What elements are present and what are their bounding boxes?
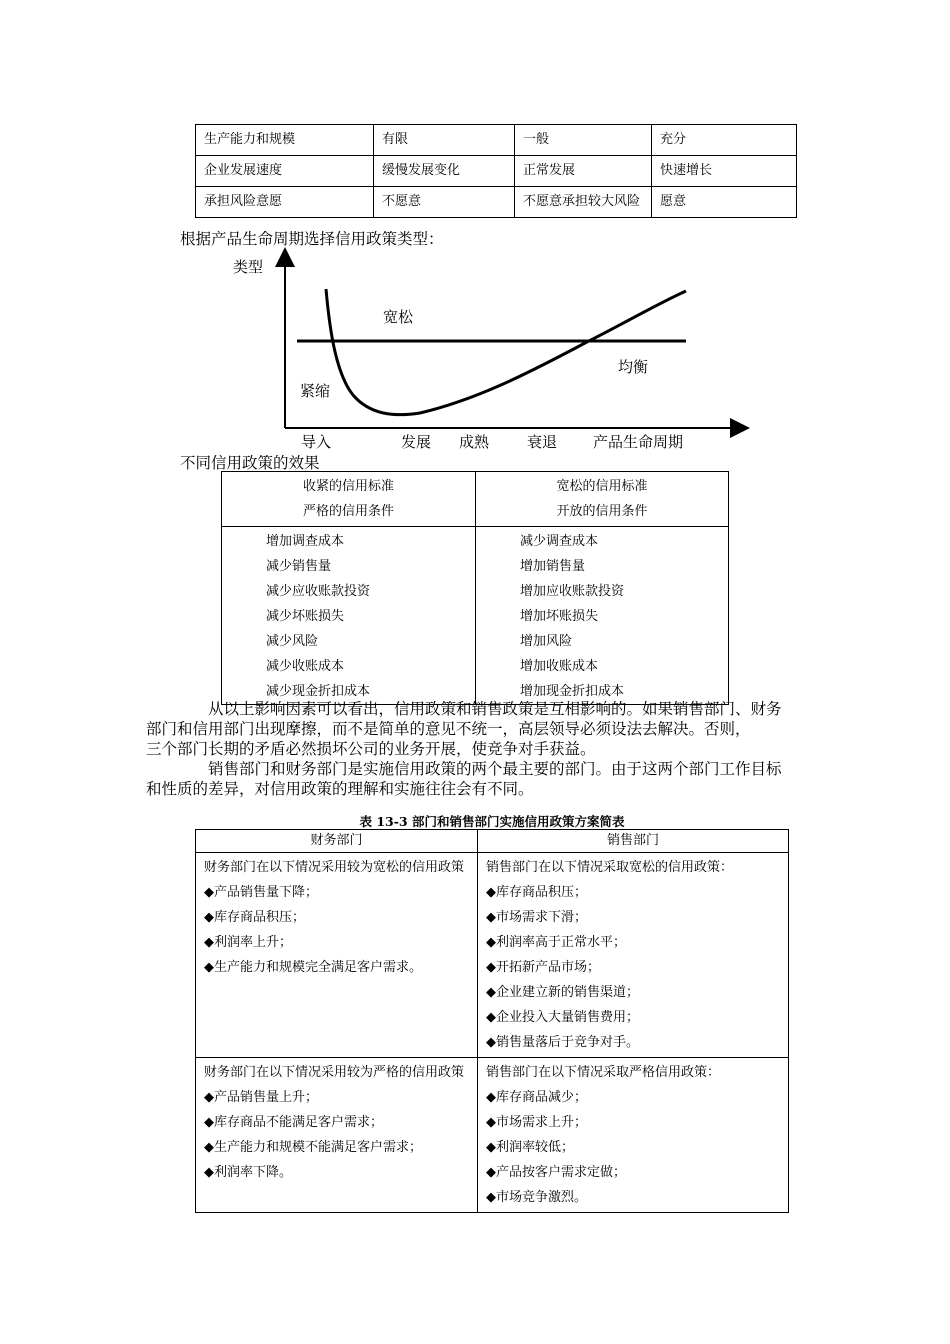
list-item: ◆企业投入大量销售费用； xyxy=(486,1010,639,1025)
table-header-row xyxy=(222,472,729,527)
list-item: ◆利润率上升； xyxy=(204,935,292,950)
list-item: 减少应收账款投资 xyxy=(266,584,371,599)
list-item: ◆库存商品积压； xyxy=(204,910,305,925)
list-item: ◆市场需求上升； xyxy=(486,1115,587,1130)
list-item: ◆销售量落后于竞争对手。 xyxy=(486,1035,639,1050)
list-item: ◆利润率较低； xyxy=(486,1140,574,1155)
table-row xyxy=(196,187,797,218)
list-item: 减少销售量 xyxy=(266,559,332,574)
list-item: 增加销售量 xyxy=(520,559,586,574)
header-cell xyxy=(222,472,476,527)
annotation-loose: 宽松 xyxy=(383,308,414,326)
table-cell: 充分 xyxy=(652,125,797,156)
table-cell: 不愿意 xyxy=(374,187,515,218)
table-row xyxy=(196,125,797,156)
series-curve xyxy=(326,289,686,415)
list-item: 增加应收账款投资 xyxy=(520,584,625,599)
header-line: 开放的信用条件 xyxy=(556,504,648,519)
list-item: 减少收账成本 xyxy=(266,659,345,674)
effects-table xyxy=(221,471,729,705)
list-item: ◆市场需求下滑； xyxy=(486,910,587,925)
list-item: ◆生产能力和规模完全满足客户需求。 xyxy=(204,960,422,975)
list-item: 增加现金折扣成本 xyxy=(520,684,625,699)
paragraph-line: 从以上影响因素可以看出，信用政策和销售政策是互相影响的。如果销售部门、财务 xyxy=(208,700,782,718)
table-cell: 一般 xyxy=(515,125,652,156)
list-item: ◆产品销售量上升； xyxy=(204,1090,318,1105)
list-item: ◆库存商品积压； xyxy=(486,885,587,900)
y-axis-label: 类型 xyxy=(233,258,264,276)
annotation-balanced: 均衡 xyxy=(618,358,649,376)
list-item: ◆产品销售量下降； xyxy=(204,885,318,900)
table-row xyxy=(222,527,729,705)
table-cell: 不愿意承担较大风险 xyxy=(515,187,652,218)
header-cell: 财务部门 xyxy=(196,830,478,853)
list-item: ◆企业建立新的销售渠道； xyxy=(486,985,639,1000)
tick-label: 导入 xyxy=(301,433,332,451)
list-item: 销售部门在以下情况采取严格信用政策： xyxy=(486,1065,721,1080)
table-cell: 快速增长 xyxy=(652,156,797,187)
list-item: ◆库存商品不能满足客户需求； xyxy=(204,1115,383,1130)
list-item: 财务部门在以下情况采用较为严格的信用政策 xyxy=(204,1065,465,1080)
paragraph-line: 三个部门长期的矛盾必然损坏公司的业务开展，使竞争对手获益。 xyxy=(146,740,596,758)
list-item: ◆库存商品减少； xyxy=(486,1090,587,1105)
list-item: 减少坏账损失 xyxy=(266,609,345,624)
capacity-table xyxy=(195,124,797,218)
list-item: 增加调查成本 xyxy=(266,534,345,549)
table-cell: 正常发展 xyxy=(515,156,652,187)
loose-finance-cell xyxy=(196,853,478,1058)
annotation-tight: 紧缩 xyxy=(300,382,331,400)
paragraph-line: 销售部门和财务部门是实施信用政策的两个最主要的部门。由于这两个部门工作目标 xyxy=(208,760,782,778)
table-cell: 有限 xyxy=(374,125,515,156)
table-cell: 缓慢发展变化 xyxy=(374,156,515,187)
tick-label: 发展 xyxy=(401,433,432,451)
table-caption: 表 13-3 部门和销售部门实施信用政策方案简表 xyxy=(359,814,625,829)
x-axis-label: 产品生命周期 xyxy=(593,433,684,451)
list-item: 增加收账成本 xyxy=(520,659,599,674)
table-header-row xyxy=(196,830,789,853)
table-cell: 企业发展速度 xyxy=(196,156,374,187)
list-item: ◆市场竞争激烈。 xyxy=(486,1190,587,1205)
list-item: 财务部门在以下情况采用较为宽松的信用政策 xyxy=(204,860,465,875)
list-item: 减少现金折扣成本 xyxy=(266,684,371,699)
header-line: 收紧的信用标准 xyxy=(302,479,394,494)
strict-sales-cell xyxy=(478,1058,789,1213)
header-line: 宽松的信用标准 xyxy=(556,479,648,494)
table-row xyxy=(196,853,789,1058)
list-item: 减少调查成本 xyxy=(520,534,599,549)
departments-table xyxy=(195,829,789,1213)
paragraph-line: 部门和信用部门出现摩擦，而不是简单的意见不统一，高层领导必须设法去解决。否则， xyxy=(146,720,751,738)
lifecycle-chart xyxy=(225,245,755,455)
list-item: ◆利润率高于正常水平； xyxy=(486,935,626,950)
list-item: 增加风险 xyxy=(520,634,573,649)
list-item: ◆开拓新产品市场； xyxy=(486,960,600,975)
list-item: ◆产品按客户需求定做； xyxy=(486,1165,626,1180)
list-item: 增加坏账损失 xyxy=(520,609,599,624)
table-row xyxy=(196,1058,789,1213)
tick-label: 衰退 xyxy=(527,433,558,451)
list-item: 销售部门在以下情况采取宽松的信用政策： xyxy=(486,860,734,875)
table-cell: 承担风险意愿 xyxy=(196,187,374,218)
loose-sales-cell xyxy=(478,853,789,1058)
list-item: 减少风险 xyxy=(266,634,319,649)
table-row xyxy=(196,156,797,187)
list-item: ◆利润率下降。 xyxy=(204,1165,292,1180)
paragraph-line: 和性质的差异，对信用政策的理解和实施往往会有不同。 xyxy=(146,780,534,798)
lifecycle-heading: 根据产品生命周期选择信用政策类型： xyxy=(180,230,444,248)
list-item: ◆生产能力和规模不能满足客户需求； xyxy=(204,1140,422,1155)
tick-label: 成熟 xyxy=(459,433,490,451)
header-line: 严格的信用条件 xyxy=(302,504,394,519)
effects-heading: 不同信用政策的效果 xyxy=(180,454,320,472)
header-cell: 销售部门 xyxy=(478,830,789,853)
effects-left-cell xyxy=(222,527,476,705)
strict-finance-cell xyxy=(196,1058,478,1213)
header-cell xyxy=(476,472,729,527)
effects-right-cell xyxy=(476,527,729,705)
table-cell: 生产能力和规模 xyxy=(196,125,374,156)
table-cell: 愿意 xyxy=(652,187,797,218)
